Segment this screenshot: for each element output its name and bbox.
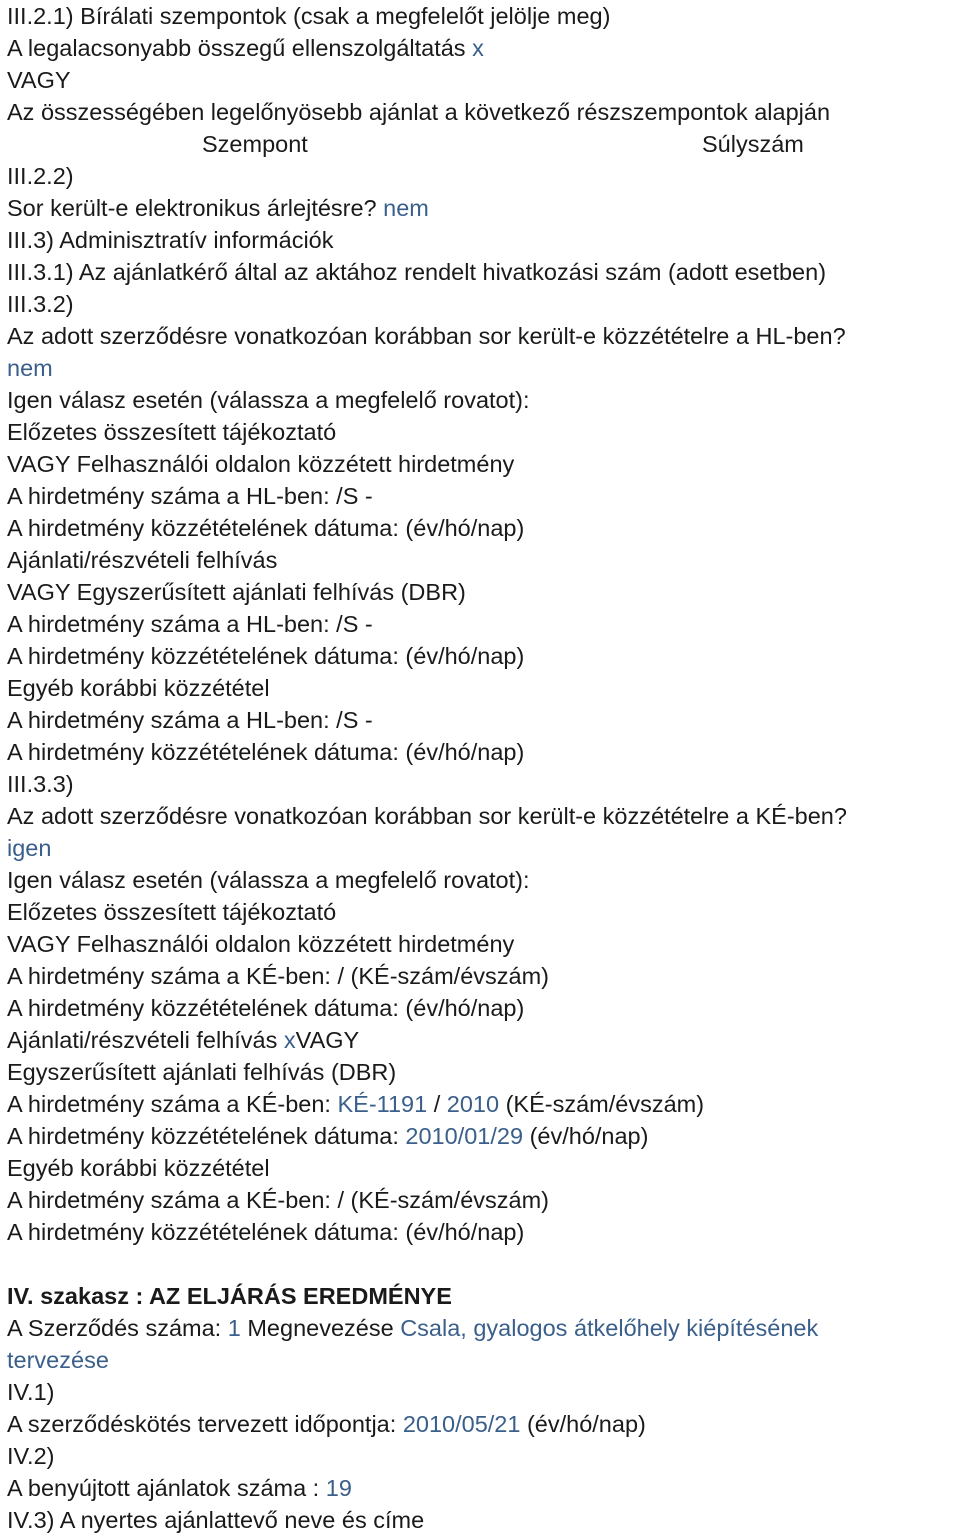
lowest-price-mark: x xyxy=(472,35,484,61)
hl-contract-notice: Ajánlati/részvételi felhívás xyxy=(7,547,278,573)
weight-header: Súlyszám xyxy=(702,131,804,157)
hl-notice-number-2: A hirdetmény száma a HL-ben: /S - xyxy=(7,611,373,637)
hl-heading: III.3.2) xyxy=(7,291,74,317)
advantageous-line: Az összességében legelőnyösebb ajánlat a következő részszempontok alapján xyxy=(7,99,831,125)
hl-buyer-profile: VAGY Felhasználói oldalon közzétett hirdetmény xyxy=(7,451,515,477)
ke-publication-date-value: 2010/01/29 xyxy=(405,1123,524,1149)
auction-heading: III.2.2) xyxy=(7,163,74,189)
contract-name: Csala, gyalogos átkelőhely kiépítésének xyxy=(400,1315,819,1341)
hl-publication-date-3: A hirdetmény közzétételének dátuma: (év/hó/nap) xyxy=(7,739,525,765)
ke-notice-number-1: A hirdetmény száma a KÉ-ben: / (KÉ-szám/évszám) xyxy=(7,963,549,989)
iv2-heading: IV.2) xyxy=(7,1443,55,1469)
hl-other-publication: Egyéb korábbi közzététel xyxy=(7,675,270,701)
lowest-price-line: A legalacsonyabb összegű ellenszolgáltatás x xyxy=(7,35,484,61)
contract-number: 1 xyxy=(227,1315,241,1341)
ke-contract-notice: Ajánlati/részvételi felhívás xVAGY xyxy=(7,1027,360,1053)
hl-answer: nem xyxy=(7,355,53,381)
section-iv-title: IV. szakasz : AZ ELJÁRÁS EREDMÉNYE xyxy=(7,1283,452,1309)
iv3-heading: IV.3) A nyertes ajánlattevő neve és címe xyxy=(7,1507,425,1533)
ke-notice-number-2: A hirdetmény száma a KÉ-ben: KÉ-1191 / 2010 (KÉ-szám/évszám) xyxy=(7,1091,705,1117)
ke-simplified-notice: Egyszerűsített ajánlati felhívás (DBR) xyxy=(7,1059,397,1085)
offers-count: 19 xyxy=(325,1475,352,1501)
ke-notice-number-value: KÉ-1191 xyxy=(337,1091,428,1117)
ke-publication-date-2: A hirdetmény közzétételének dátuma: 2010/01/29 (év/hó/nap) xyxy=(7,1123,649,1149)
hl-prior-info: Előzetes összesített tájékoztató xyxy=(7,419,337,445)
criteria-header-row xyxy=(7,128,960,160)
ke-notice-number-3: A hirdetmény száma a KÉ-ben: / (KÉ-szám/évszám) xyxy=(7,1187,549,1213)
hl-notice-number-3: A hirdetmény száma a HL-ben: /S - xyxy=(7,707,373,733)
hl-if-yes: Igen válasz esetén (válassza a megfelelő rovatot): xyxy=(7,387,530,413)
iv1-heading: IV.1) xyxy=(7,1379,55,1405)
hl-publication-date-1: A hirdetmény közzétételének dátuma: (év/hó/nap) xyxy=(7,515,525,541)
signing-date-line: A szerződéskötés tervezett időpontja: 2010/05/21 (év/hó/nap) xyxy=(7,1411,646,1437)
auction-question: Sor került-e elektronikus árlejtésre? nem xyxy=(7,195,429,221)
ke-if-yes: Igen válasz esetén (válassza a megfelelő rovatot): xyxy=(7,867,530,893)
hl-question: Az adott szerződésre vonatkozóan korábban sor került-e közzétételre a HL-ben? xyxy=(7,323,846,349)
ke-publication-date-1: A hirdetmény közzétételének dátuma: (év/hó/nap) xyxy=(7,995,525,1021)
or-label: VAGY xyxy=(7,67,71,93)
offers-line: A benyújtott ajánlatok száma : 19 xyxy=(7,1475,352,1501)
ke-question: Az adott szerződésre vonatkozóan korábban sor került-e közzétételre a KÉ-ben? xyxy=(7,803,847,829)
criterion-header: Szempont xyxy=(202,131,308,157)
ke-contract-mark: x xyxy=(283,1027,296,1053)
ke-heading: III.3.3) xyxy=(7,771,74,797)
admin-info-heading: III.3) Adminisztratív információk xyxy=(7,227,334,253)
ke-answer: igen xyxy=(7,835,52,861)
ke-buyer-profile: VAGY Felhasználói oldalon közzétett hirdetmény xyxy=(7,931,515,957)
ke-notice-year-value: 2010 xyxy=(446,1091,500,1117)
section-spacer xyxy=(7,1248,960,1280)
hl-publication-date-2: A hirdetmény közzétételének dátuma: (év/hó/nap) xyxy=(7,643,525,669)
ke-other-publication: Egyéb korábbi közzététel xyxy=(7,1155,270,1181)
hl-notice-number-1: A hirdetmény száma a HL-ben: /S - xyxy=(7,483,373,509)
reference-number-line: III.3.1) Az ajánlatkérő által az aktához rendelt hivatkozási szám (adott esetben) xyxy=(7,259,827,285)
ke-prior-info: Előzetes összesített tájékoztató xyxy=(7,899,337,925)
auction-answer: nem xyxy=(383,195,429,221)
hl-simplified-notice: VAGY Egyszerűsített ajánlati felhívás (DBR) xyxy=(7,579,466,605)
ke-publication-date-3: A hirdetmény közzétételének dátuma: (év/hó/nap) xyxy=(7,1219,525,1245)
signing-date: 2010/05/21 xyxy=(402,1411,521,1437)
contract-name-continued: tervezése xyxy=(7,1347,109,1373)
criteria-heading: III.2.1) Bírálati szempontok (csak a megfelelőt jelölje meg) xyxy=(7,3,611,29)
contract-line: A Szerződés száma: 1 Megnevezése Csala, gyalogos átkelőhely kiépítésének xyxy=(7,1315,819,1341)
